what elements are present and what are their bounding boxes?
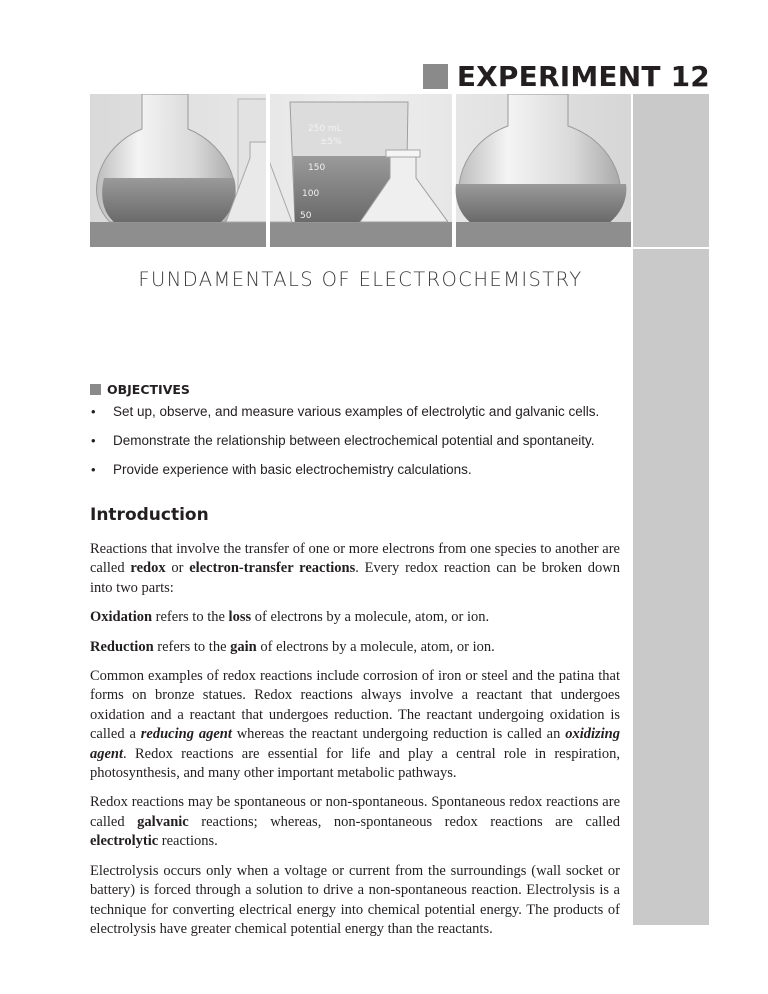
text-run: Redox reactions may be spontaneous or non-spontaneous. Spontaneous redox reactions are called [90, 794, 620, 830]
term-electrolytic: electrolytic [90, 833, 159, 850]
text-run: whereas the reactant undergoing reduction is called an [231, 726, 566, 743]
beaker-marking-150: 150 [308, 163, 326, 173]
objective-text: Demonstrate the relationship between electrochemical potential and spontaneity. [113, 433, 595, 448]
glassware-photo-banner [90, 94, 631, 247]
beaker-marking-tolerance: ±5% [320, 137, 342, 147]
text-run: reactions. [158, 833, 218, 850]
objectives-square-icon [90, 384, 101, 395]
term-loss: loss [228, 609, 252, 626]
term-oxidizing-agent: oxidizing agent [90, 726, 620, 762]
bullet-icon: • [91, 462, 96, 477]
header-square-icon [423, 64, 448, 89]
term-galvanic: galvanic [137, 813, 189, 830]
intro-paragraph-reduction [90, 638, 620, 657]
side-tab-upper [633, 94, 709, 247]
objective-text: Provide experience with basic electrochemistry calculations. [113, 462, 472, 477]
objective-item [90, 461, 630, 490]
text-run: refers to the [152, 609, 229, 626]
text-run: Reactions that involve the transfer of one or more electrons from one species to another are called [90, 541, 620, 577]
text-run: of electrons by a molecule, atom, or ion. [251, 609, 490, 626]
experiment-title: EXPERIMENT 12 [456, 59, 710, 93]
term-electron-transfer: electron-transfer reactions [189, 560, 356, 577]
term-reduction: Reduction [90, 638, 154, 655]
beaker-marking-250: 250 mL [308, 124, 342, 134]
text-run: reactions; whereas, non-spontaneous redox reactions are called [188, 813, 620, 830]
bullet-icon: • [91, 433, 96, 448]
intro-paragraph-5 [90, 793, 620, 851]
objective-text: Set up, observe, and measure various examples of electrolytic and galvanic cells. [113, 404, 600, 419]
bullet-icon: • [91, 404, 96, 419]
objectives-heading [90, 382, 190, 397]
experiment-header [423, 56, 710, 96]
text-run: of electrons by a molecule, atom, or ion. [256, 638, 495, 655]
objectives-heading-label: OBJECTIVES [107, 382, 190, 397]
intro-paragraph-1 [90, 540, 620, 598]
introduction-heading: Introduction [90, 505, 209, 525]
objectives-list [90, 403, 630, 490]
intro-paragraph-6: Electrolysis occurs only when a voltage or current from the surroundings (wall socket or battery) is forced through a solution to drive a non-spontaneous reaction. Electrolysis is a technique for converting electrical energy into chemical potential energy. The products of electrolysis have greater chemical potential energy than the reactants. [90, 862, 620, 937]
term-reducing-agent: reducing agent [140, 726, 232, 743]
chapter-title: FUNDAMENTALS OF ELECTROCHEMISTRY [138, 268, 583, 291]
intro-paragraph-oxidation [90, 608, 620, 627]
intro-paragraph-4 [90, 667, 620, 783]
term-oxidation: Oxidation [90, 609, 153, 626]
text-run: . Every redox reaction can be broken down into two parts: [90, 560, 620, 596]
text-run: . Redox reactions are essential for life and play a central role in respiration, photosynthesis, and many other important metabolic pathways. [90, 745, 620, 782]
objective-item [90, 403, 630, 432]
text-run: Common examples of redox reactions include corrosion of iron or steel and the patina that forms on bronze statues. Redox reactions always involve a reactant that undergoes oxidation and a reactant that undergoes reduction. The reactant undergoing oxidation is called a [90, 668, 620, 743]
objective-item [90, 432, 630, 461]
side-tab-lower [633, 249, 709, 925]
term-gain: gain [230, 638, 257, 655]
beaker-marking-100: 100 [302, 189, 320, 199]
term-redox: redox [130, 560, 166, 577]
text-run: refers to the [153, 638, 231, 655]
beaker-marking-50: 50 [300, 211, 312, 221]
text-run: or [165, 560, 190, 577]
glassware-photo [90, 94, 631, 247]
introduction-body [90, 540, 620, 949]
